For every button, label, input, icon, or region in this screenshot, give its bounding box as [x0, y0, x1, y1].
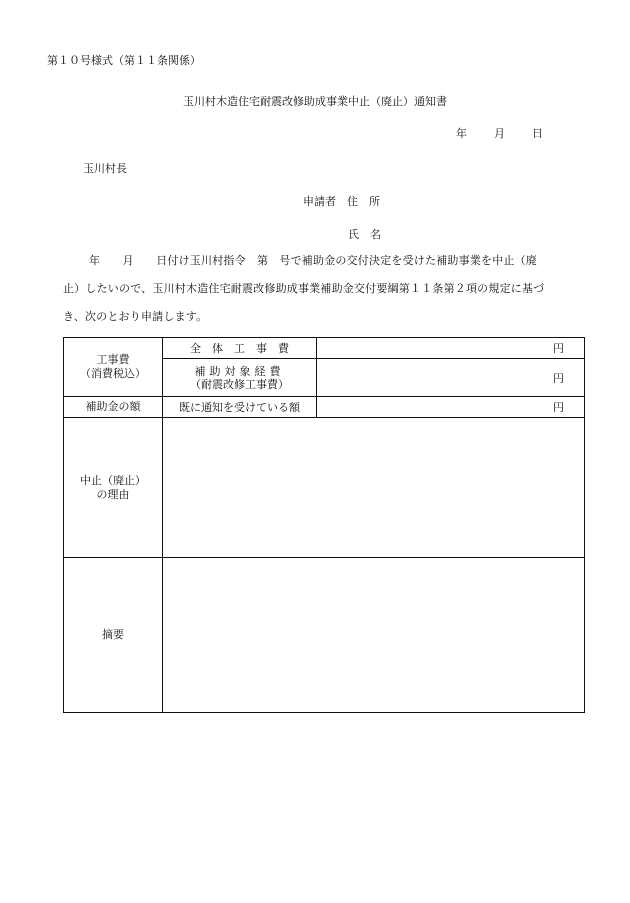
document-title: 玉川村木造住宅耐震改修助成事業中止（廃止）通知書	[183, 95, 447, 108]
reason-label-1: 中止（廃止）	[80, 473, 146, 487]
total-cost-label: 全 体 工 事 費	[163, 338, 317, 359]
subsidy-target-label: 補助対象経費	[194, 364, 285, 378]
reason-label-cell	[64, 418, 163, 558]
date-line	[456, 125, 543, 141]
notified-amount-label: 既に通知を受けている額	[163, 397, 317, 418]
form-number: 第１０号様式（第１１条関係）	[47, 54, 201, 67]
body-line-1: 年 月 日付け玉川村指令 第 号で補助金の交付決定を受けた補助事業を中止（廃	[89, 254, 537, 267]
body-line-2: 止）したいので、玉川村木造住宅耐震改修助成事業補助金交付要綱第１１条第２項の規定に基づ	[63, 282, 545, 295]
construction-cost-cell	[64, 338, 163, 397]
subsidy-target-yen[interactable]: 円	[317, 359, 585, 397]
body-line-3: き、次のとおり申請します。	[63, 310, 208, 323]
construction-cost-sub: （消費税込）	[80, 367, 146, 380]
notified-amount-yen[interactable]: 円	[317, 397, 585, 418]
subsidy-target-cell	[163, 359, 317, 397]
construction-cost-label: 工事費	[96, 353, 130, 366]
date-day: 日	[532, 127, 543, 140]
applicant-address-label: 申請者 住 所	[303, 195, 380, 208]
subsidy-target-sub: （耐震改修工事費）	[190, 377, 289, 391]
date-month: 月	[494, 127, 505, 140]
summary-field[interactable]	[163, 558, 585, 713]
subsidy-amount-label: 補助金の額	[64, 397, 163, 418]
total-cost-yen[interactable]: 円	[317, 338, 585, 359]
applicant-name-label: 氏 名	[348, 228, 381, 241]
summary-label: 摘要	[64, 558, 163, 713]
body-text	[63, 247, 583, 331]
addressee: 玉川村長	[83, 162, 127, 175]
reason-field[interactable]	[163, 418, 585, 558]
date-year: 年	[456, 127, 467, 140]
reason-label-2: の理由	[96, 487, 130, 501]
application-table	[63, 337, 585, 713]
